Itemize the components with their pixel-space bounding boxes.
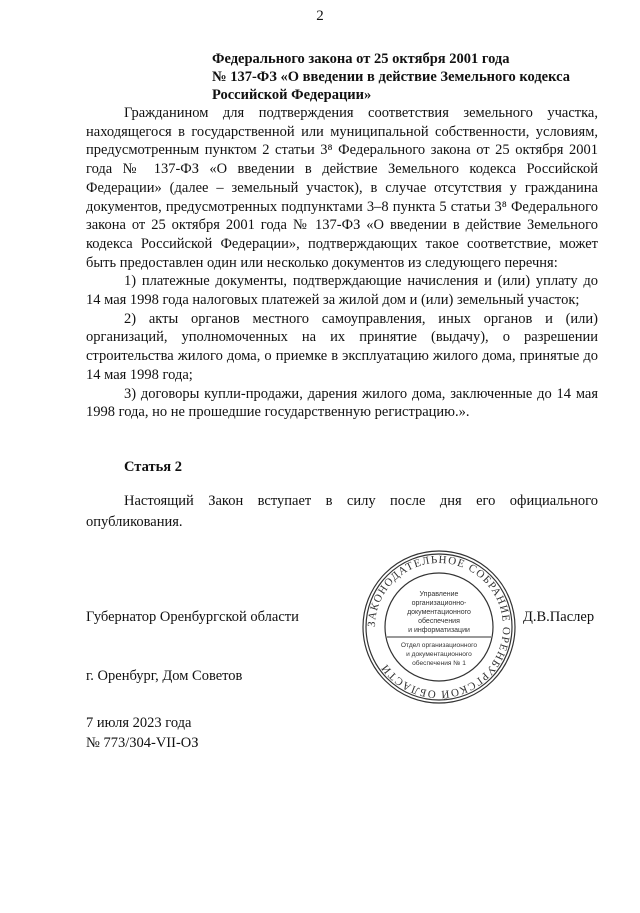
seal-upper-line: организационно- bbox=[411, 600, 467, 607]
seal-upper-line: Управление bbox=[419, 591, 459, 598]
seal-lower-line: и документационного bbox=[406, 651, 472, 658]
body-text bbox=[86, 104, 598, 422]
seal-upper-line: обеспечения bbox=[418, 618, 460, 625]
signing-date: 7 июля 2023 года bbox=[86, 715, 192, 731]
list-item-1: 1) платежные документы, подтверждающие начисления и (или) уплату до 14 мая 1998 года налоговых платежей за жилой дом и (или) земельный участок; bbox=[86, 273, 598, 309]
list-item-3: 3) договоры купли-продажи, дарения жилого дома, заключенные до 14 мая 1998 года, но не прошедшие государственную регистрацию.». bbox=[86, 385, 598, 421]
signatory-title: Губернатор Оренбургской области bbox=[86, 609, 299, 625]
heading-line-3: Российской Федерации» bbox=[212, 87, 372, 103]
document-number: № 773/304-VII-ОЗ bbox=[86, 735, 199, 751]
heading-line-1: Федерального закона от 25 октября 2001 года bbox=[212, 51, 510, 67]
article-text bbox=[86, 491, 598, 533]
seal-upper-line: документационного bbox=[407, 609, 471, 616]
article-title: Статья 2 bbox=[124, 459, 182, 475]
seal-upper-line: и информатизации bbox=[408, 627, 470, 634]
official-seal bbox=[360, 548, 518, 706]
article-paragraph: Настоящий Закон вступает в силу после дня его официального опубликования. bbox=[86, 493, 598, 530]
seal-ring-text: ЗАКОНОДАТЕЛЬНОЕ СОБРАНИЕ ОРЕНБУРГСКОЙ ОБЛАСТИ bbox=[365, 553, 513, 701]
intro-paragraph: Гражданином для подтверждения соответствия земельного участка, находящегося в государственной или муниципальной собственности, условиям, предусмотренным пунктом 2 статьи 3⁸ Федерального закона от 25 октября 2001 года № 137-ФЗ «О введении в действие Земельного кодекса Российской Федерации» (далее – земельный участок), в случае отсутствия у гражданина документов, предусмотренных подпунктами 3–8 пункта 5 статьи 3⁸ Федерального закона от 25 октября 2001 года № 137-ФЗ «О введении в действие Земельного кодекса Российской Федерации», подтверждающих такое соответствие, может быть предоставлен один или несколько документов из следующего перечня: bbox=[86, 105, 598, 271]
document-heading bbox=[212, 50, 612, 104]
list-item-2: 2) акты органов местного самоуправления, иных органов и (или) организаций, уполномоченных на их принятие (выдачу), о разрешении строительства жилого дома, о приемке в эксплуатацию жилого дома, принятые до 14 мая 1998 года; bbox=[86, 310, 598, 383]
heading-line-2: № 137-ФЗ «О введении в действие Земельного кодекса bbox=[212, 69, 570, 85]
seal-graphic bbox=[360, 548, 518, 706]
signatory-name: Д.В.Паслер bbox=[523, 609, 595, 625]
page-number: 2 bbox=[316, 8, 324, 24]
place-of-signing: г. Оренбург, Дом Советов bbox=[86, 668, 243, 684]
seal-lower-line: Отдел организационного bbox=[400, 642, 478, 649]
seal-lower-line: обеспечения № 1 bbox=[412, 660, 466, 667]
